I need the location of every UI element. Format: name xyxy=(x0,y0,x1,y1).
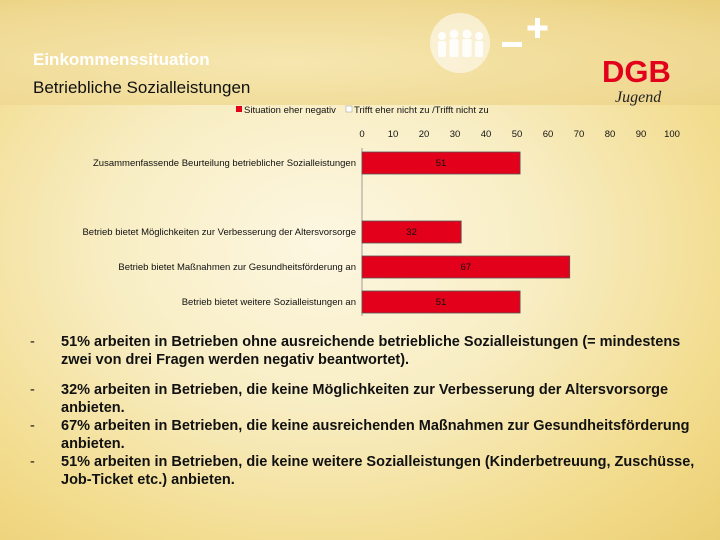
bar-chart xyxy=(0,100,720,320)
x-tick-label: 50 xyxy=(511,129,523,140)
x-tick-label: 80 xyxy=(604,129,616,140)
logo-wordmark: DGB xyxy=(602,54,671,89)
x-tick-label: 40 xyxy=(480,129,492,140)
logo-subword: Jugend xyxy=(615,89,662,106)
x-tick-label: 0 xyxy=(359,129,365,140)
bar-data-label: 32 xyxy=(406,227,417,238)
bars xyxy=(362,152,570,313)
bullet-text: 51% arbeiten in Betrieben, die keine weitere Sozialleistungen (Kinderbetreuung, Zuschüsse, Job-Ticket etc.) anbieten. xyxy=(61,454,695,488)
bullet-item xyxy=(30,381,700,417)
bullet-text: 67% arbeiten in Betrieben, die keine ausreichenden Maßnahmen zur Gesundheitsförderung anbieten. xyxy=(61,418,690,452)
category-label: Betrieb bietet weitere Sozialleistungen an xyxy=(181,297,356,308)
bullet-dash: - xyxy=(30,382,35,398)
legend-swatch-1 xyxy=(346,106,352,112)
bullet-text: 32% arbeiten in Betrieben, die keine Möglichkeiten zur Verbesserung der Altersvorsorge anbieten. xyxy=(61,382,669,416)
bullet-dash: - xyxy=(30,418,35,434)
slide-subtitle: Betriebliche Sozialleistungen xyxy=(33,78,251,97)
x-tick-label: 90 xyxy=(635,129,647,140)
minus-icon xyxy=(502,42,522,47)
legend-label-1: Trifft eher nicht zu /Trifft nicht zu xyxy=(354,105,489,116)
plus-icon xyxy=(528,18,548,38)
bullet-item xyxy=(30,333,700,369)
x-tick-label: 70 xyxy=(573,129,585,140)
x-tick-label: 10 xyxy=(387,129,399,140)
x-tick-label: 100 xyxy=(664,129,680,140)
bullet-item xyxy=(30,417,700,453)
bar-data-label: 51 xyxy=(435,297,447,308)
legend-label-0: Situation eher negativ xyxy=(244,105,336,116)
x-tick-label: 20 xyxy=(418,129,430,140)
dgb-jugend-logo xyxy=(420,8,720,108)
bullet-list xyxy=(30,333,700,489)
category-label: Betrieb bietet Möglichkeiten zur Verbesserung der Altersvorsorge xyxy=(82,227,356,238)
bullet-dash: - xyxy=(30,334,35,350)
chart-legend xyxy=(236,105,489,116)
x-axis-ticks xyxy=(359,129,680,140)
category-labels xyxy=(82,158,356,308)
x-tick-label: 60 xyxy=(542,129,554,140)
category-label: Zusammenfassende Beurteilung betrieblicher Sozialleistungen xyxy=(93,158,356,169)
bullet-item xyxy=(30,453,700,489)
category-label: Betrieb bietet Maßnahmen zur Gesundheitsförderung an xyxy=(118,262,356,273)
bullet-dash: - xyxy=(30,454,35,470)
x-tick-label: 30 xyxy=(449,129,461,140)
bullet-text: 51% arbeiten in Betrieben ohne ausreichende betriebliche Sozialleistungen (= mindestens zwei von drei Fragen werden negativ beantwortet). xyxy=(61,334,681,368)
bar-data-label: 51 xyxy=(435,158,447,169)
slide-title: Einkommenssituation xyxy=(33,50,210,69)
legend-swatch-0 xyxy=(236,106,242,112)
bar-data-label: 67 xyxy=(460,262,472,273)
